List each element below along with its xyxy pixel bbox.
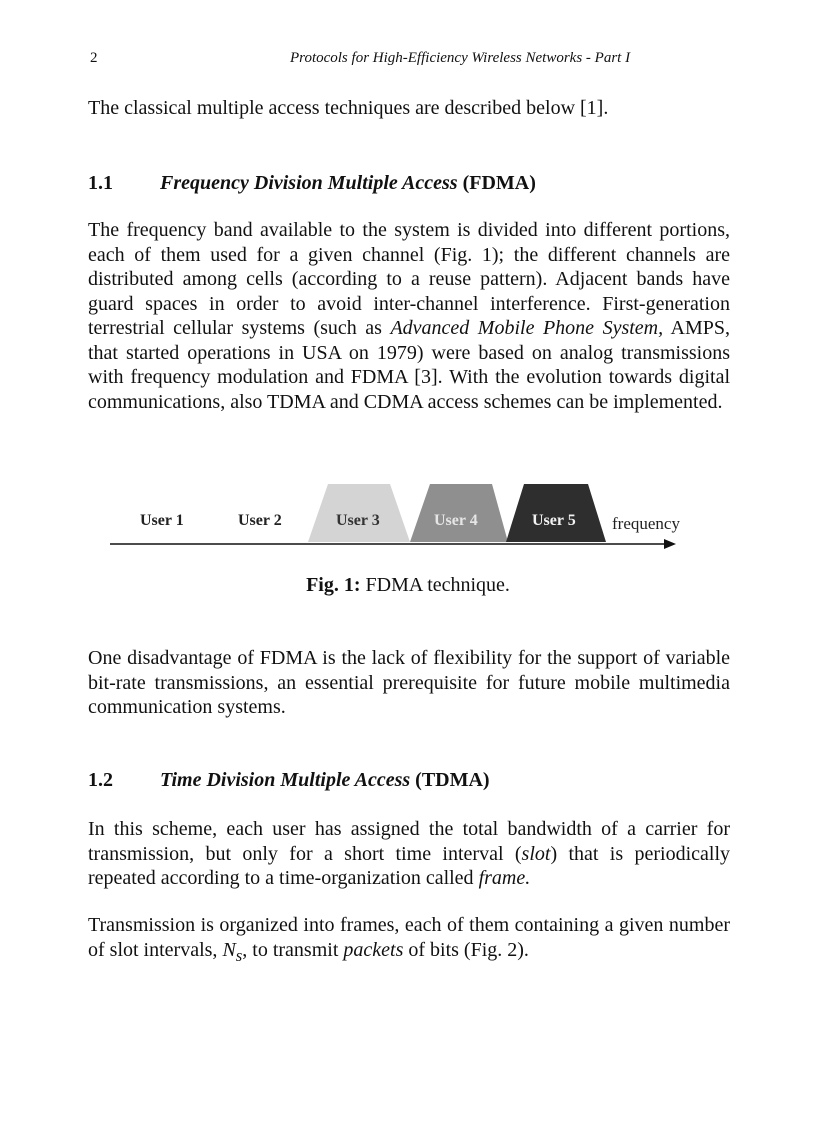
tdma-paragraph-1 (88, 817, 730, 891)
section-heading-1-2 (88, 769, 490, 792)
running-title: Protocols for High-Efficiency Wireless Networks - Part I (290, 50, 631, 66)
tdma-text-5: of bits (Fig. 2). (408, 938, 529, 961)
intro-paragraph: The classical multiple access techniques are described below [1]. (88, 97, 609, 119)
section-number: 1.2 (88, 769, 113, 791)
user3-label: User 3 (336, 512, 380, 529)
section-title: Frequency Division Multiple Access (160, 172, 458, 194)
tdma-text-2: ) that is periodically repeated according to a time-organization called (88, 842, 730, 889)
slot-term: slot (521, 842, 551, 865)
frame-term: frame. (478, 867, 531, 889)
disadvantage-paragraph: One disadvantage of FDMA is the lack of flexibility for the support of variable bit-rate transmissions, an essential prerequisite for future mobile multimedia communication systems. (88, 647, 730, 718)
user1-label: User 1 (140, 512, 184, 529)
user5-label: User 5 (532, 512, 576, 529)
caption-text: FDMA technique. (365, 574, 510, 596)
fdma-diagram (100, 480, 720, 570)
tdma-text-1: In this scheme, each user has assigned the total bandwidth of a carrier for transmission, but only for a short time interval ( (88, 818, 730, 865)
ns-subscript: s (235, 945, 243, 965)
fdma-text-italic: Advanced Mobile Phone System, (390, 317, 664, 339)
section-heading-1-1 (88, 172, 536, 195)
user2-label: User 2 (238, 512, 282, 529)
page-header (90, 50, 710, 74)
fdma-paragraph (88, 218, 730, 414)
tdma-text-3: Transmission is organized into frames, each of them containing a given number of slot intervals, (88, 914, 730, 961)
tdma-paragraph-2 (88, 913, 730, 968)
user4-label: User 4 (434, 512, 478, 529)
caption-label: Fig. 1: (306, 574, 361, 596)
packets-term: packets (343, 938, 404, 961)
tdma-text-4: , to transmit (242, 938, 339, 961)
section-abbr: (FDMA) (462, 172, 536, 194)
section-title: Time Division Multiple Access (160, 769, 411, 791)
section-number: 1.1 (88, 172, 113, 194)
fdma-text-2: AMPS, that started operations in USA on 1979) were based on analog transmissions with frequency modulation and FDMA [3]. With the evolution towards digital communications, also TDMA and CDMA access schemes can be implemented. (88, 317, 730, 413)
axis-arrowhead (664, 539, 676, 549)
section-abbr: (TDMA) (415, 769, 490, 791)
ns-symbol: N (222, 938, 236, 961)
page-number: 2 (90, 50, 98, 66)
fdma-text-1: The frequency band available to the system is divided into different portions, each of them used for a given channel (Fig. 1); the different channels are distributed among cells (according to a reuse pattern). Adjacent bands have guard spaces in order to avoid inter-channel interference. First-generation terrestrial cellular systems (such as (88, 219, 730, 339)
figure-fdma (100, 480, 720, 570)
figure-caption (0, 574, 816, 597)
frequency-label: frequency (612, 514, 680, 533)
